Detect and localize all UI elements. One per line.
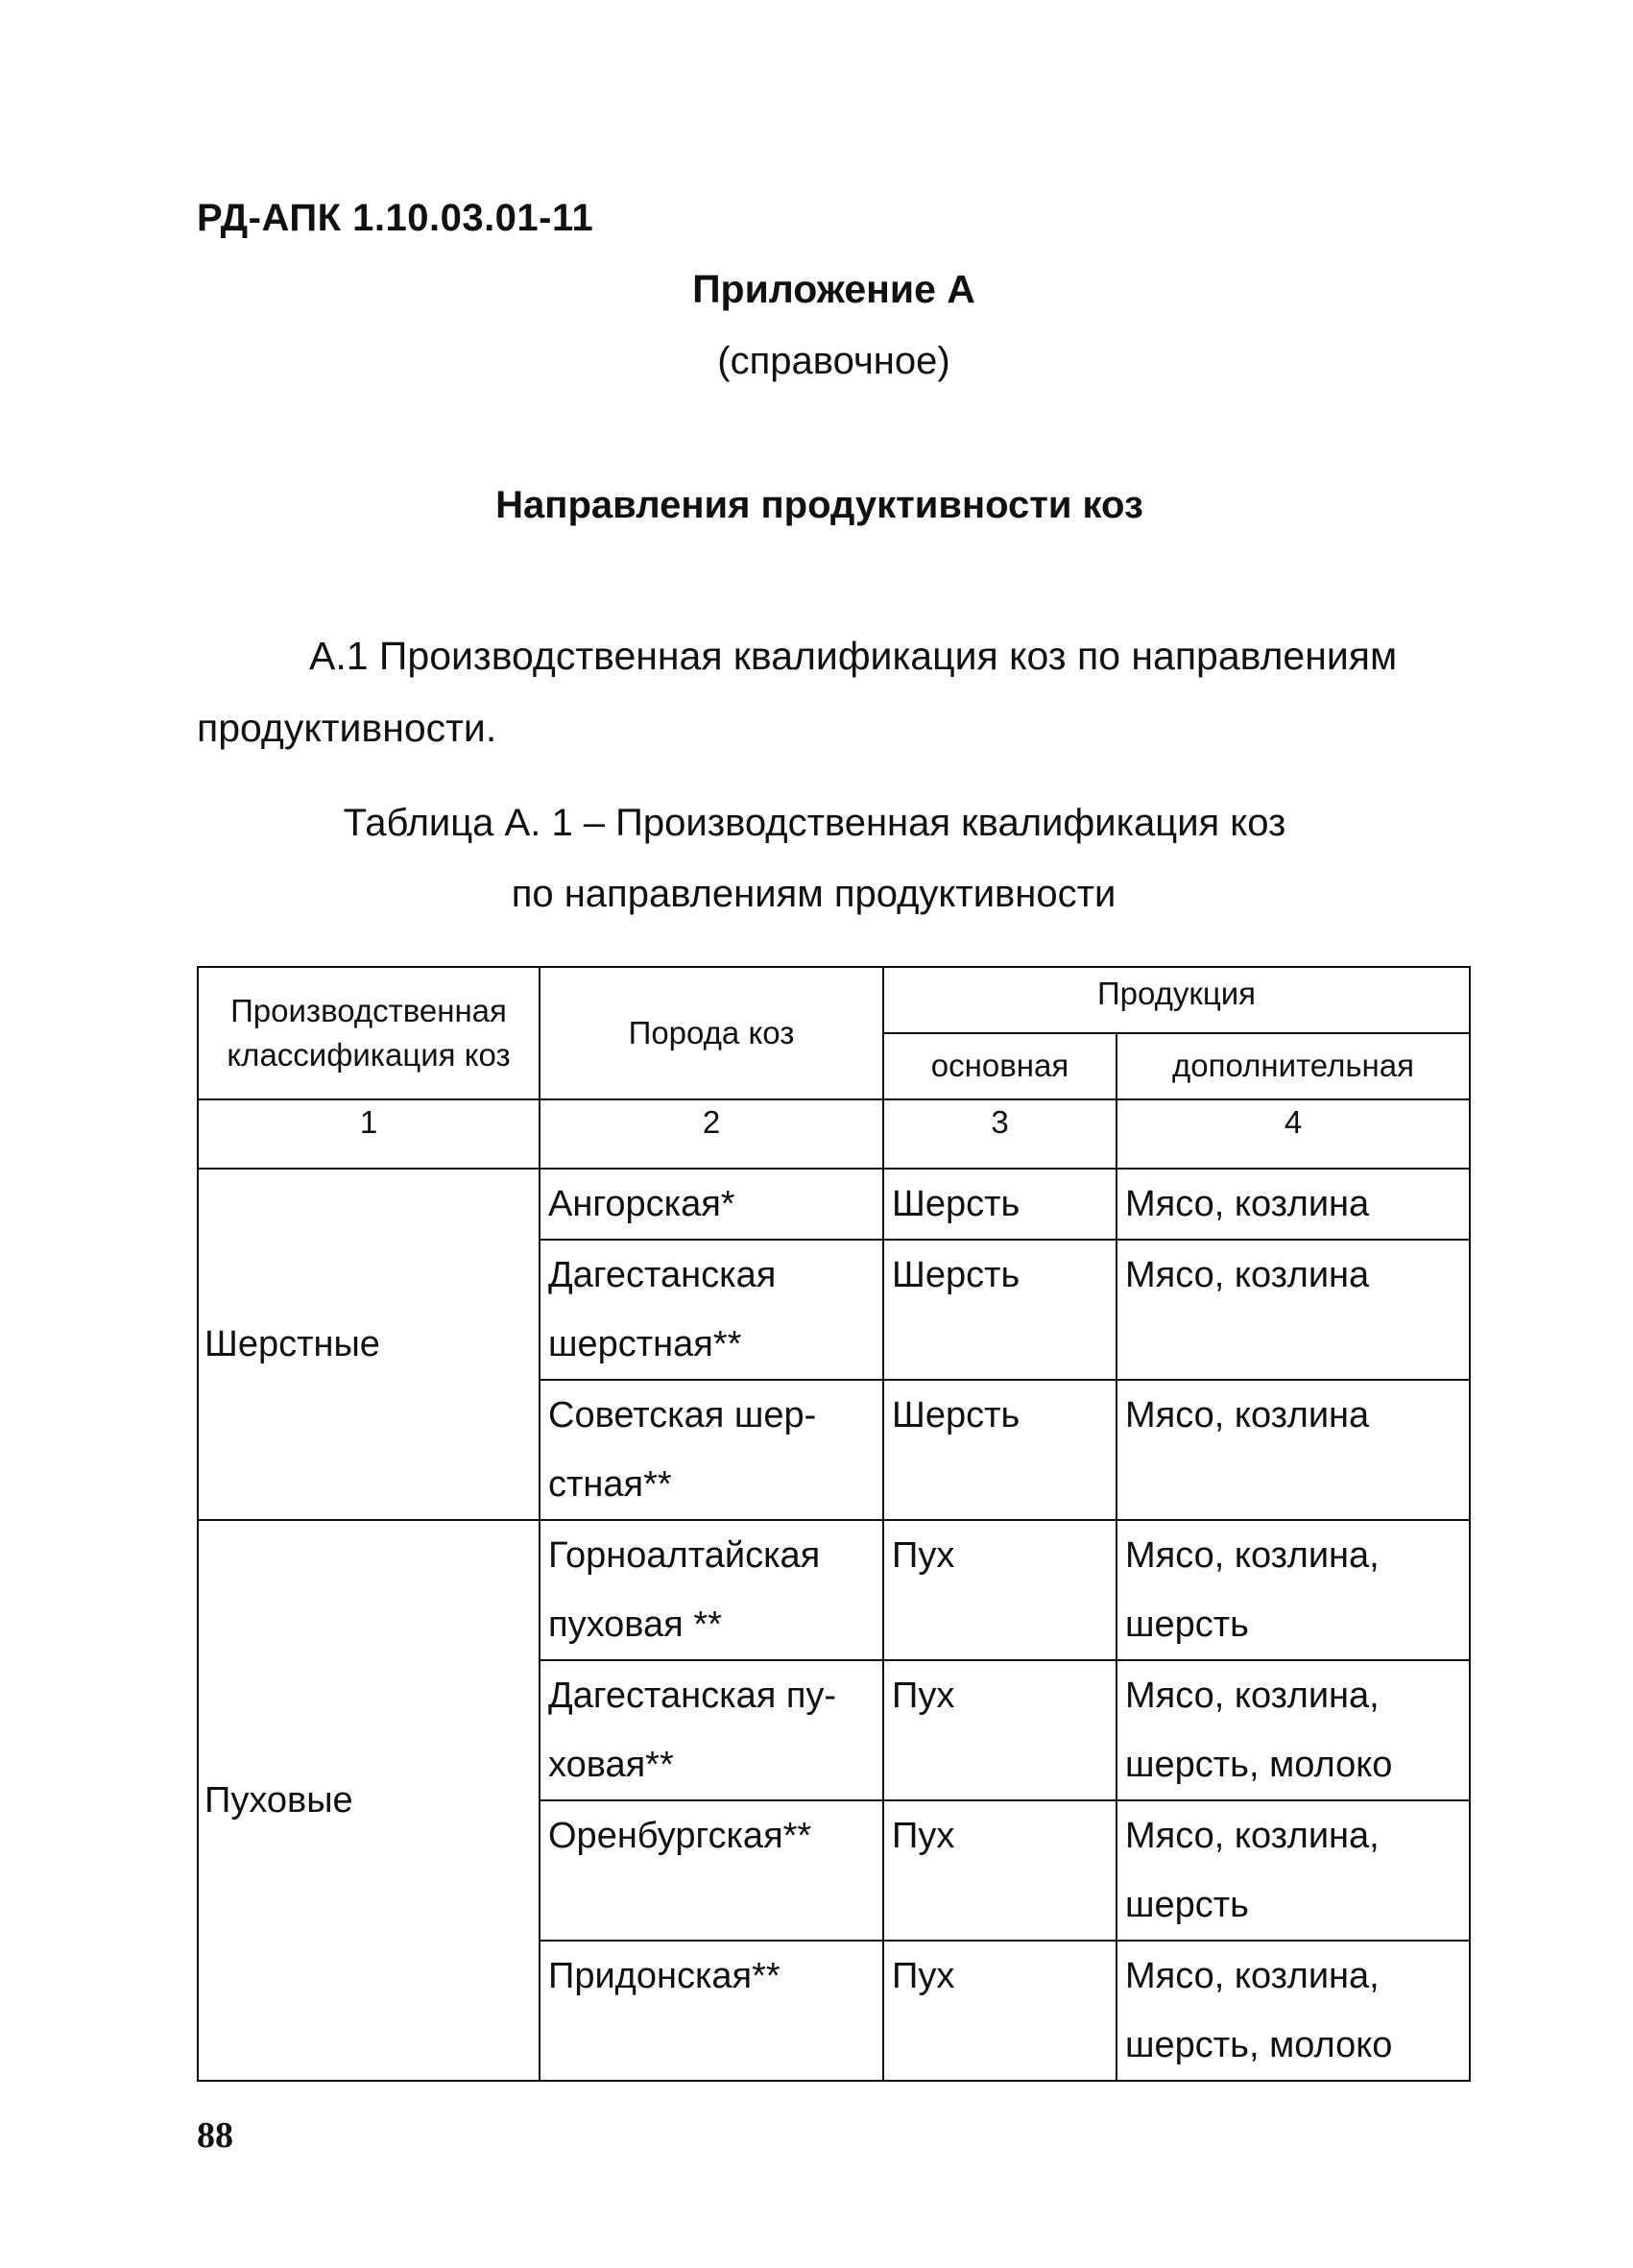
appendix-title: Приложение А <box>692 267 975 311</box>
additional-line: Мясо, козлина <box>1125 1184 1370 1224</box>
group-name-cell: Пуховые <box>198 1520 540 2081</box>
column-number: 2 <box>540 1099 883 1169</box>
header-breed: Порода коз <box>540 967 883 1099</box>
header-classification <box>198 967 540 1099</box>
breed-line: Ангорская* <box>548 1184 735 1224</box>
additional-line: Мясо, козлина, <box>1125 1956 1380 1996</box>
main-product-cell: Шерсть <box>883 1169 1117 1240</box>
header-main: основная <box>883 1033 1117 1099</box>
additional-product-cell <box>1117 1240 1470 1380</box>
header-classification-line-2: классификация коз <box>227 1037 511 1073</box>
section-title: Направления продуктивности коз <box>495 484 1143 526</box>
table-caption-line-1: Таблица А. 1 – Производственная квалификация коз <box>343 802 1286 844</box>
productivity-table <box>197 966 1471 2082</box>
breed-line: ховая** <box>548 1745 674 1785</box>
breed-line: Советская шер- <box>548 1395 817 1436</box>
breed-line: шерстная** <box>548 1324 742 1364</box>
main-product-cell: Пух <box>883 1800 1117 1941</box>
breed-cell <box>540 1380 883 1520</box>
breed-line: Дагестанская <box>548 1255 777 1295</box>
appendix-subtitle: (справочное) <box>717 340 950 382</box>
breed-line: Придонская** <box>548 1956 780 1996</box>
breed-cell <box>540 1941 883 2081</box>
additional-line: шерсть, молоко <box>1125 2025 1393 2065</box>
table-row <box>198 1169 1470 1240</box>
additional-line: Мясо, козлина, <box>1125 1676 1380 1716</box>
page-number: 88 <box>197 2115 233 2156</box>
group-name-cell: Шерстные <box>198 1169 540 1520</box>
additional-product-cell <box>1117 1800 1470 1941</box>
additional-product-cell <box>1117 1169 1470 1240</box>
additional-line: Мясо, козлина, <box>1125 1816 1380 1856</box>
table-caption-line-2: по направлениям продуктивности <box>511 873 1117 915</box>
breed-cell <box>540 1240 883 1380</box>
main-product-cell: Шерсть <box>883 1380 1117 1520</box>
additional-product-cell <box>1117 1380 1470 1520</box>
additional-line: Мясо, козлина, <box>1125 1535 1380 1576</box>
breed-line: Горноалтайская <box>548 1535 821 1576</box>
additional-line: Мясо, козлина <box>1125 1255 1370 1295</box>
breed-line: Оренбургская** <box>548 1816 812 1856</box>
breed-cell <box>540 1169 883 1240</box>
header-additional: дополнительная <box>1117 1033 1470 1099</box>
main-product-cell: Пух <box>883 1520 1117 1660</box>
additional-product-cell <box>1117 1660 1470 1800</box>
additional-line: шерсть <box>1125 1604 1249 1645</box>
breed-cell <box>540 1800 883 1941</box>
breed-cell <box>540 1520 883 1660</box>
additional-product-cell <box>1117 1520 1470 1660</box>
breed-cell <box>540 1660 883 1800</box>
additional-line: Мясо, козлина <box>1125 1395 1370 1436</box>
column-number: 3 <box>883 1099 1117 1169</box>
main-product-cell: Пух <box>883 1660 1117 1800</box>
paragraph-line-1: А.1 Производственная квалификация коз по направлениям <box>309 634 1398 678</box>
header-classification-line-1: Производственная <box>230 992 507 1028</box>
document-code: РД-АПК 1.10.03.01-11 <box>197 197 594 239</box>
additional-line: шерсть, молоко <box>1125 1745 1393 1785</box>
column-number: 4 <box>1117 1099 1470 1169</box>
breed-line: Дагестанская пу- <box>548 1676 837 1716</box>
main-product-cell: Шерсть <box>883 1240 1117 1380</box>
header-production: Продукция <box>883 967 1470 1033</box>
table-row <box>198 1520 1470 1660</box>
breed-line: пуховая ** <box>548 1604 722 1645</box>
column-number: 1 <box>198 1099 540 1169</box>
additional-product-cell <box>1117 1941 1470 2081</box>
additional-line: шерсть <box>1125 1885 1249 1925</box>
main-product-cell: Пух <box>883 1941 1117 2081</box>
paragraph-line-2: продуктивности. <box>197 706 497 750</box>
breed-line: стная** <box>548 1464 672 1505</box>
